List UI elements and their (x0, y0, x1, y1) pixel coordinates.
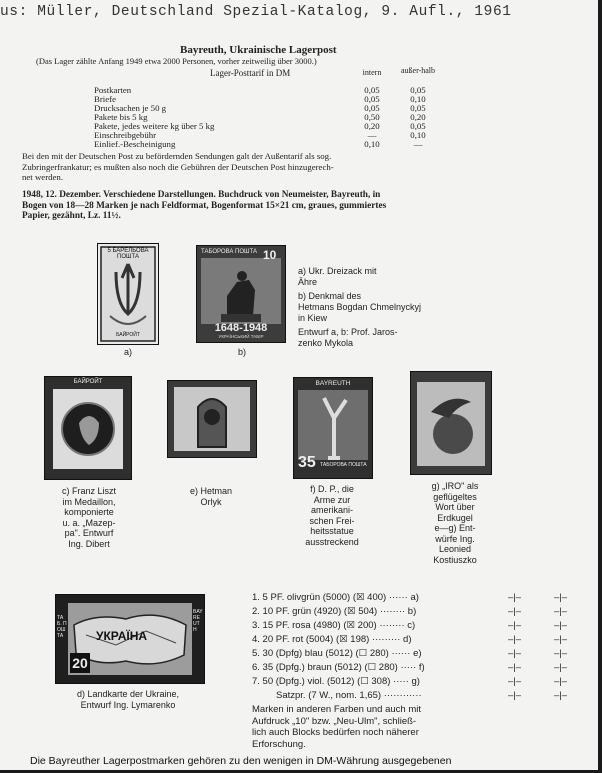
stamp-a (97, 243, 159, 345)
col-ausser-header: außer-halb (400, 66, 436, 75)
stamp-f-value: 35 (298, 454, 316, 471)
stamp-f-bottom-text: ТАБОРОВА ПОШТА (320, 462, 367, 468)
caption-e: e) Hetman Orlyk (189, 486, 233, 507)
stamp-b-value: 10 (263, 248, 277, 262)
stamp-b-years: 1648-1948 (214, 322, 268, 334)
stamp-f-top-text: BAYREUTH (315, 380, 351, 387)
closing-note: Marken in anderen Farben und auch mit Aufdruck „10" bzw. „Neu-Ulm", schließ- lich auch Blocks bedürfen noch näherer Erforschung. (252, 704, 421, 750)
tariff-row: Postkarten 0,05 0,05 (94, 85, 426, 95)
stamp-b-top-text: ТАБОРОВА ПОШТА (201, 249, 257, 255)
tariff-title: Lager-Posttarif in DM (210, 68, 291, 78)
list-item: 3. 15 PF. rosa (4980) (☒ 200) ········ c) –|– –|– (252, 620, 568, 631)
col-intern-header: intern (362, 68, 382, 77)
list-item: 7. 50 (Dpfg.) viol. (5012) (☐ 308) ····· g) –|– –|– (252, 676, 568, 687)
stamp-f (293, 377, 373, 479)
stamp-c (44, 376, 132, 480)
list-item: 1. 5 PF. olivgrün (5000) (☒ 400) ······ a) –|– –|– (252, 592, 568, 603)
source-line: us: Müller, Deutschland Spezial-Katalog, 9. Aufl., 1961 (0, 4, 512, 20)
design-legend: a) Ukr. Dreizack mit Ähre b) Denkmal des Hetmans Bogdan Chmelnyckyj in Kiew Entwurf a, b: Prof. Jaros- zenko Mykola (298, 266, 422, 348)
liszt-medallion-icon (45, 377, 131, 479)
caption-f: f) D. P., die Arme zur amerikani- schen Frei- heitsstatue ausstreckend (305, 484, 359, 547)
stamp-a-bottom-text: БАЙРОЙТ (116, 332, 140, 338)
stamp-d-value: 20 (70, 653, 90, 673)
tariff-row: Einlief.-Bescheinigung 0,10 — (94, 139, 423, 149)
stamp-d (55, 594, 205, 684)
list-item: 5. 30 (Dpfg) blau (5012) (☐ 280) ······ e) –|– –|– (252, 648, 568, 659)
caption-c: c) Franz Liszt im Medaillon, komponierte u. a. „Mazep- pa". Entwurf Ing. Dibert (61, 486, 116, 549)
section-heading: Bayreuth, Ukrainische Lagerpost (180, 44, 337, 56)
stamp-d-word: УКРАЇНА (96, 629, 148, 643)
issue-description: 1948, 12. Dezember. Verschiedene Darstellungen. Buchdruck von Neumeister, Bayreuth, in Bogen von 18—28 Marken je nach Feldformat, Bogenformat 15×21 cm, graues, gummiertes Papier, gezähnt, Lz. 11½. (22, 190, 387, 221)
stamp-d-left-text: ТАБ. ПОШТА (57, 615, 67, 639)
caption-g: g) „IRO" als geflügeltes Wort über Erdkugel e—g) Ent- würfe Ing. Leonied Kostiuszko (431, 481, 479, 565)
tariff-row: Pakete bis 5 kg 0,50 0,20 (94, 112, 426, 122)
caption-d: d) Landkarte der Ukraine, Entwurf Ing. Lymarenko (76, 689, 180, 710)
stamp-a-label: a) (123, 347, 132, 357)
stamp-a-top-text: 5 БАРЕЛЬОВА ПОШТА (107, 248, 149, 260)
right-page-edge (598, 0, 602, 773)
stamp-e (167, 380, 257, 458)
tariff-row: Briefe 0,05 0,10 (94, 94, 426, 104)
stamp-g (410, 371, 492, 475)
stamp-d-right-text: BAYREUTH (193, 609, 203, 633)
postal-note: Bei den mit der Deutschen Post zu befördernden Sendungen galt der Außentarif als sog. Zubringerfrankatur; es mußten also noch die Gebühren der Deutschen Post hinzugerech- net werden. (22, 151, 334, 182)
tariff-row: Pakete, jedes weitere kg über 5 kg 0,20 0,05 (94, 121, 426, 131)
intro-text: (Das Lager zählte Anfang 1949 etwa 2000 Personen, vorher zeitweilig über 3000.) (36, 56, 317, 66)
stamp-c-top-text: БАЙРОЙТ (73, 379, 103, 385)
iro-globe-icon (411, 372, 491, 474)
footer-text: Die Bayreuther Lagerpostmarken gehören zu den wenigen in DM-Währung ausgegebenen (30, 755, 452, 767)
tariff-row: Einschreibgebühr — 0,10 (94, 130, 426, 140)
stamp-b (196, 245, 286, 343)
list-item: 6. 35 (Dpfg.) braun (5012) (☐ 280) ····· f) –|– –|– (252, 662, 568, 673)
list-item: 2. 10 PF. grün (4920) (☒ 504) ········ b) –|– –|– (252, 606, 568, 617)
stamp-b-label: b) (237, 347, 246, 357)
stamp-b-bottom-text: УКРАЇНСЬКИЙ ТАБІР (218, 334, 264, 339)
list-item: Satzpr. (7 W., nom. 1,65) ············ –|– –|– (276, 690, 568, 701)
tariff-row: Drucksachen je 50 g 0,05 0,05 (94, 103, 426, 113)
hetman-portrait-icon (168, 381, 256, 457)
list-item: 4. 20 PF. rot (5004) (☒ 198) ········· d) –|– –|– (252, 634, 568, 645)
